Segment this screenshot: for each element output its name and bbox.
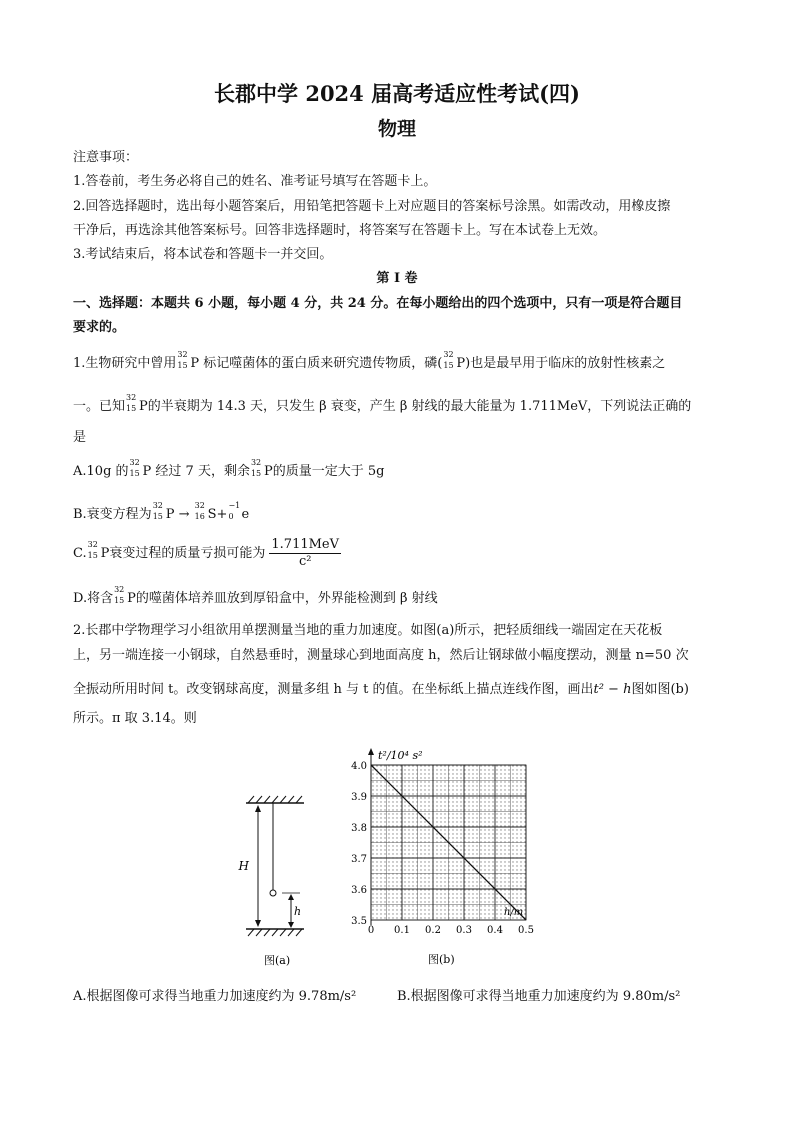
q2-stem-line-4: 所示。π 取 3.14。则 [73, 711, 197, 726]
q1-option-a: A.10g 的 32 15 P 经过 7 天，剩余 32 15 P的质量一定大于 5g [73, 458, 385, 479]
energy-fraction: $\frac{\text{1.711MeV}}{\text{c²}}$ [271, 537, 339, 569]
q1-stem-line-2: 一。已知 32 15 P的半衰期为 14.3 天，只发生 β 衰变，产生 β 射线的最大能量为 1.711MeV，下列说法正确的 [73, 393, 692, 414]
y-tick-label: 3.8 [351, 823, 367, 834]
y-tick-label: 3.6 [351, 885, 367, 896]
notice-item-2-cont: 干净后，再选涂其他答案标号。回答非选择题时，将答案写在答题卡上。写在本试卷上无效。 [73, 223, 607, 238]
x-tick-label: 0.2 [425, 925, 441, 936]
q1-option-b: B.衰变方程为 32 15 P → 32 16 S+ −1 0 e [73, 501, 250, 522]
exam-title: 长郡中学 2024 届高考适应性考试(四) [214, 81, 580, 106]
pendulum-figure [236, 790, 316, 970]
y-axis-label: t²/10⁴ s² [378, 749, 423, 762]
h-label: h [294, 905, 302, 918]
x-tick-label: 0.4 [487, 925, 503, 936]
x-tick-label: 0.1 [394, 925, 410, 936]
figure-a-caption: 图(a) [264, 954, 291, 967]
figure-b-caption: 图(b) [428, 953, 455, 966]
x-tick-label: 0 [367, 925, 375, 936]
q2-option-b: B.根据图像可求得当地重力加速度约为 9.80m/s² [397, 989, 681, 1004]
notice-item-1: 1.答卷前，考生务必将自己的姓名、准考证号填写在答题卡上。 [73, 174, 437, 189]
H-label: H [238, 859, 249, 873]
q1-option-d: D.将含 32 15 P的噬菌体培养皿放到厚铅盒中，外界能检测到 β 射线 [73, 585, 438, 606]
q1-option-c: C. 32 15 P衰变过程的质量亏损可能为 $\frac{\text{1.711MeV}}{\text{c²}}$ [73, 537, 339, 569]
q1-stem-line-3: 是 [73, 430, 87, 445]
x-tick-label: 0.5 [518, 925, 534, 936]
q2-option-a: A.根据图像可求得当地重力加速度约为 9.78m/s² [73, 989, 357, 1004]
section-instruction-cont: 要求的。 [73, 320, 126, 335]
q1-stem-line-1: 1.生物研究中曾用 32 15 P 标记噬菌体的蛋白质来研究遗传物质，磷( 32 15 P)也是最早用于临床的放射性核素之 [73, 350, 666, 371]
q2-stem-line-1: 2.长郡中学物理学习小组欲用单摆测量当地的重力加速度。如图(a)所示，把轻质细线一端固定在天花板 [73, 623, 663, 638]
x-axis-label: h/m [504, 907, 524, 918]
notice-item-3: 3.考试结束后，将本试卷和答题卡一并交回。 [73, 247, 333, 262]
notice-item-2: 2.回答选择题时，选出每小题答案后，用铅笔把答题卡上对应题目的答案标号涂黑。如需改动，用橡皮擦 [73, 199, 671, 214]
y-tick-label: 3.9 [351, 792, 367, 803]
y-tick-label: 3.5 [351, 916, 367, 927]
y-tick-label: 4.0 [351, 761, 367, 772]
q2-stem-line-3: 全振动所用时间 t。改变钢球高度，测量多组 h 与 t 的值。在坐标纸上描点连线作图，画出t² − h图如图(b) [73, 682, 689, 697]
section-instruction: 一、选择题：本题共 6 小题，每小题 4 分，共 24 分。在每小题给出的四个选项中，只有一项是符合题目 [73, 296, 683, 311]
volume-heading: 第 I 卷 [376, 271, 418, 286]
y-tick-label: 3.7 [351, 854, 367, 865]
notice-heading: 注意事项： [73, 150, 139, 165]
steel-ball [270, 890, 276, 896]
t2-h-chart [340, 745, 560, 975]
x-tick-label: 0.3 [456, 925, 472, 936]
q2-stem-line-2: 上，另一端连接一小钢球，自然悬垂时，测量球心到地面高度 h，然后让钢球做小幅度摆动，测量 n=50 次 [73, 648, 689, 663]
subject-title: 物理 [377, 118, 416, 140]
